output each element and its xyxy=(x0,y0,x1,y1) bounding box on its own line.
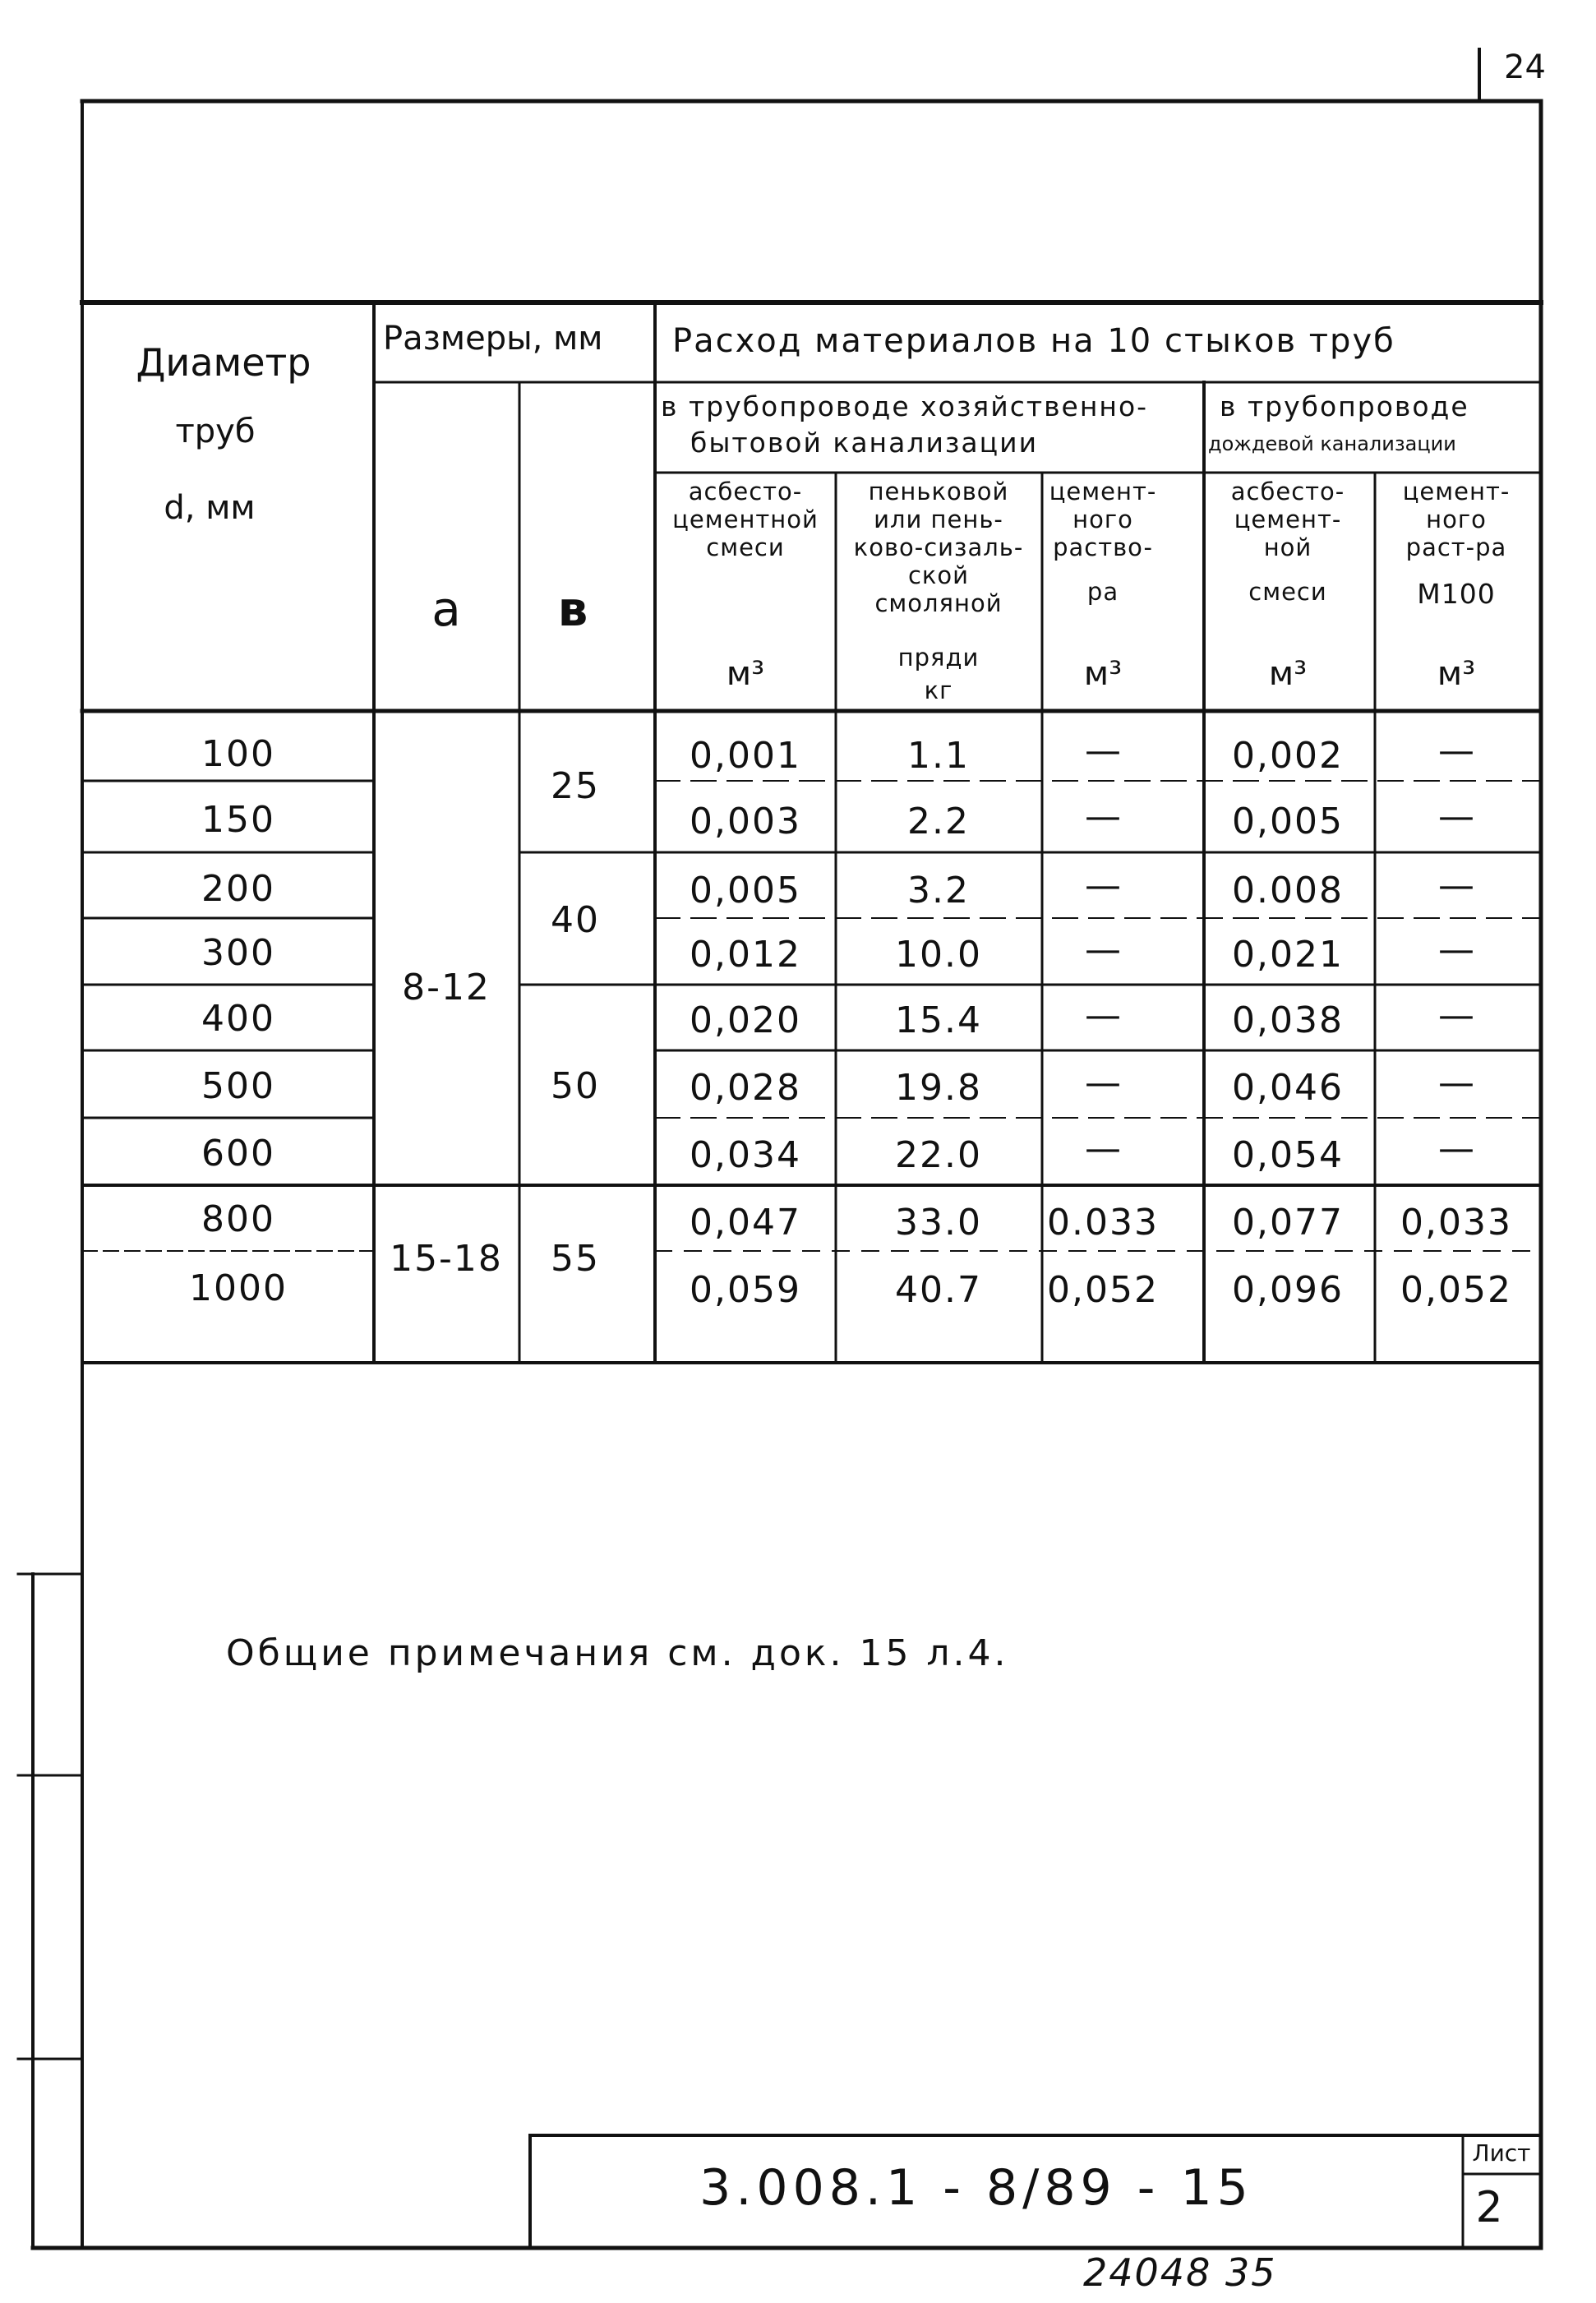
col3-head-l2: ного xyxy=(1072,505,1133,533)
col4-unit: м³ xyxy=(1268,655,1308,693)
col4-head-l4: смеси xyxy=(1248,578,1327,606)
row-9-c2: 40.7 xyxy=(895,1269,982,1311)
inventory-number: 24048 35 xyxy=(1083,2250,1277,2295)
group-storm-line1: в трубопроводе xyxy=(1220,390,1469,422)
row-3-d: 200 xyxy=(201,868,275,910)
col2-head-l3: ково-сизаль- xyxy=(853,533,1024,561)
row-6-c4: 0,046 xyxy=(1232,1067,1344,1109)
row-8-c4: 0,077 xyxy=(1232,1202,1344,1244)
col5-head-l2: ного xyxy=(1426,505,1487,533)
row-7-c4: 0,054 xyxy=(1232,1134,1344,1176)
row-7-c3: — xyxy=(1085,1128,1121,1170)
row-4-c1: 0,012 xyxy=(690,934,801,976)
group-household-line2: бытовой канализации xyxy=(690,427,1039,459)
sheet-label: Лист xyxy=(1472,2139,1531,2167)
row-8-c3: 0.033 xyxy=(1047,1202,1159,1244)
row-2-c1: 0,003 xyxy=(690,801,801,842)
row-2-d: 150 xyxy=(201,799,275,841)
row-8-c1: 0,047 xyxy=(690,1202,801,1244)
row-4-c2: 10.0 xyxy=(895,934,982,976)
col3-head-l4: ра xyxy=(1086,578,1119,606)
general-note: Общие примечания см. док. 15 л.4. xyxy=(226,1632,1009,1674)
row-7-d: 600 xyxy=(201,1133,275,1175)
col3-head-l3: раствo- xyxy=(1053,533,1153,561)
row-1-c4: 0,002 xyxy=(1232,735,1344,777)
row-2-c3: — xyxy=(1085,796,1121,838)
col5-unit: м³ xyxy=(1437,655,1476,693)
row-6-c1: 0,028 xyxy=(690,1067,801,1109)
row-3-c1: 0,005 xyxy=(690,870,801,912)
row-9-c5: 0,052 xyxy=(1400,1269,1512,1311)
row-3-c2: 3.2 xyxy=(907,870,970,912)
col2-head-l6: пряди xyxy=(897,644,980,672)
document-code: 3.008.1 - 8/89 - 15 xyxy=(699,2159,1253,2217)
row-3-c5: — xyxy=(1438,865,1474,907)
row-9-d: 1000 xyxy=(189,1267,288,1309)
col1-unit: м³ xyxy=(726,655,765,693)
row-2-c5: — xyxy=(1438,796,1474,838)
row-1-c1: 0,001 xyxy=(690,735,801,777)
a-group-1: 8-12 xyxy=(402,967,491,1008)
col5-head-l1: цемент- xyxy=(1402,478,1511,505)
row-8-d: 800 xyxy=(201,1198,275,1240)
row-4-d: 300 xyxy=(201,932,275,974)
corner-mark: 24 xyxy=(1504,48,1546,86)
col2-head-l5: смоляной xyxy=(874,589,1003,617)
group-storm-line2: дождевой канализации xyxy=(1208,432,1456,455)
col2-head-l4: ской xyxy=(907,561,970,589)
sheet-number: 2 xyxy=(1475,2183,1503,2232)
row-8-c5: 0,033 xyxy=(1400,1202,1512,1244)
row-8-c2: 33.0 xyxy=(895,1202,982,1244)
row-1-c2: 1.1 xyxy=(907,735,970,777)
col4-head-l3: ной xyxy=(1263,533,1312,561)
col1-head-l1: асбесто- xyxy=(688,478,803,505)
row-9-c4: 0,096 xyxy=(1232,1269,1344,1311)
b-group-2: 40 xyxy=(551,899,600,941)
col3-head-l1: цемент- xyxy=(1049,478,1157,505)
col5-head-l3: раст-ра xyxy=(1405,533,1507,561)
row-6-c2: 19.8 xyxy=(895,1067,982,1109)
row-7-c5: — xyxy=(1438,1128,1474,1170)
b-group-4: 55 xyxy=(551,1238,600,1280)
col4-head-l1: асбесто- xyxy=(1230,478,1345,505)
row-3-c4: 0.008 xyxy=(1232,870,1344,912)
row-6-c3: — xyxy=(1085,1062,1121,1104)
row-5-c3: — xyxy=(1085,995,1121,1036)
group-household-line1: в трубопроводе хозяйственно- xyxy=(661,390,1149,422)
row-3-c3: — xyxy=(1085,865,1121,907)
row-2-c4: 0,005 xyxy=(1232,801,1344,842)
b-group-3: 50 xyxy=(551,1065,600,1107)
row-1-c3: — xyxy=(1085,730,1121,772)
diameter-header-line1: Диаметр xyxy=(136,340,311,385)
row-6-d: 500 xyxy=(201,1065,275,1107)
diameter-header-line3: d, мм xyxy=(164,489,256,527)
col1-head-l2: цементной xyxy=(672,505,819,533)
col3-unit: м³ xyxy=(1083,655,1123,693)
row-4-c4: 0,021 xyxy=(1232,934,1344,976)
col4-head-l2: цемент- xyxy=(1234,505,1342,533)
row-1-c5: — xyxy=(1438,730,1474,772)
row-5-c1: 0,020 xyxy=(690,999,801,1041)
col2-unit: кг xyxy=(924,676,953,704)
diameter-header-line2: труб xyxy=(175,413,256,450)
row-4-c5: — xyxy=(1438,929,1474,971)
consumption-header: Расход материалов на 10 стыков труб xyxy=(672,322,1395,360)
col2-head-l2: или пень- xyxy=(874,505,1003,533)
row-5-c4: 0,038 xyxy=(1232,999,1344,1041)
col5-head-l4: М100 xyxy=(1417,578,1496,610)
row-4-c3: — xyxy=(1085,929,1121,971)
col-b-header: в xyxy=(557,581,588,637)
col2-head-l1: пеньковой xyxy=(868,478,1009,505)
row-9-c3: 0,052 xyxy=(1047,1269,1159,1311)
col-a-header: a xyxy=(431,581,461,637)
row-7-c2: 22.0 xyxy=(895,1134,982,1176)
row-6-c5: — xyxy=(1438,1062,1474,1104)
row-9-c1: 0,059 xyxy=(690,1269,801,1311)
sizes-header: Размеры, мм xyxy=(383,320,603,358)
a-group-2: 15-18 xyxy=(390,1238,503,1280)
row-5-d: 400 xyxy=(201,998,275,1040)
col1-head-l3: смеси xyxy=(706,533,785,561)
row-2-c2: 2.2 xyxy=(907,801,970,842)
row-5-c2: 15.4 xyxy=(895,999,982,1041)
row-7-c1: 0,034 xyxy=(690,1134,801,1176)
row-5-c5: — xyxy=(1438,995,1474,1036)
row-1-d: 100 xyxy=(201,733,275,775)
b-group-1: 25 xyxy=(551,765,600,807)
